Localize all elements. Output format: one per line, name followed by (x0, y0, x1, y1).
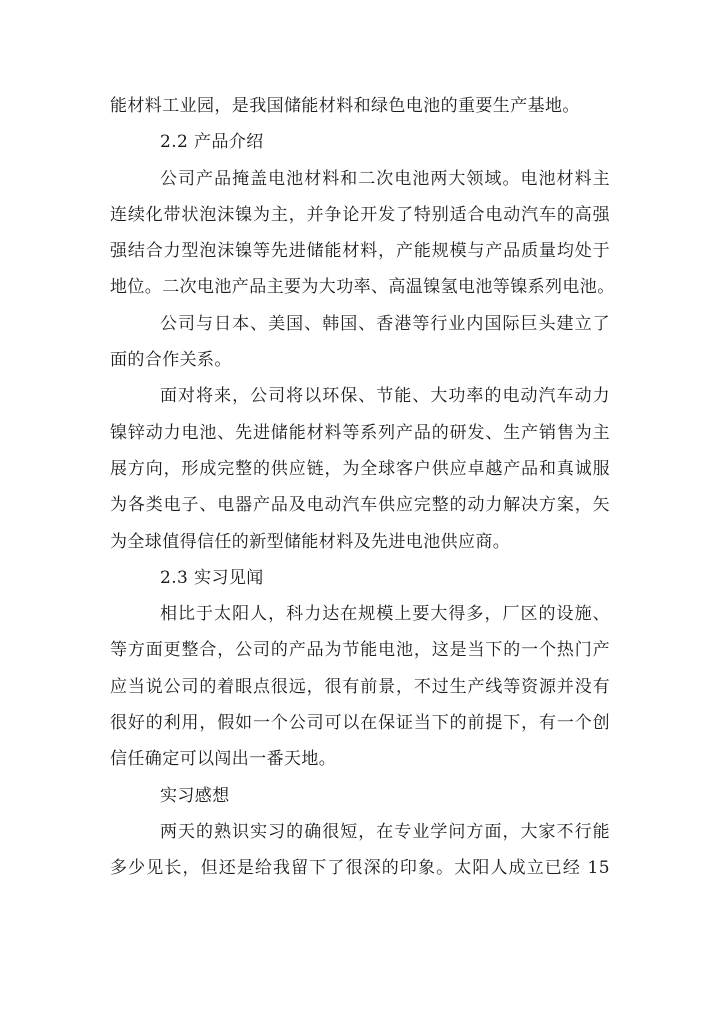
text-line: 为各类电子、电器产品及电动汽车供应完整的动力解决方案，矢 (110, 495, 610, 516)
section-heading: 实习感想 (160, 785, 230, 806)
text-line: 面对将来，公司将以环保、节能、大功率的电动汽车动力 (160, 386, 610, 407)
text-line: 地位。二次电池产品主要为大功率、高温镍氢电池等镍系列电池。 (110, 277, 615, 298)
text-line: 镍锌动力电池、先进储能材料等系列产品的研发、生产销售为主 (110, 422, 610, 443)
text-line: 连续化带状泡沫镍为主，并争论开发了特别适合电动汽车的高强 (110, 204, 610, 225)
text-line: 很好的利用，假如一个公司可以在保证当下的前提下，有一个创 (110, 713, 610, 734)
text-line: 应当说公司的着眼点很远，很有前景，不过生产线等资源并没有 (110, 676, 610, 697)
text-line: 面的合作关系。 (110, 350, 232, 371)
section-heading: 2.2 产品介绍 (160, 132, 264, 153)
document-page (110, 88, 615, 887)
text-line: 多少见长，但还是给我留下了很深的印象。太阳人成立已经 15 (110, 858, 610, 879)
text-line: 信任确定可以闯出一番天地。 (110, 749, 337, 770)
text-line: 强结合力型泡沫镍等先进储能材料，产能规模与产品质量均处于 (110, 241, 610, 262)
text-line: 公司产品掩盖电池材料和二次电池两大领域。电池材料主 (160, 168, 610, 189)
text-line: 为全球值得信任的新型储能材料及先进电池供应商。 (110, 531, 511, 552)
text-line: 展方向，形成完整的供应链，为全球客户供应卓越产品和真诚服 (110, 458, 610, 479)
text-line: 等方面更整合，公司的产品为节能电池，这是当下的一个热门产 (110, 640, 610, 661)
text-line: 两天的熟识实习的确很短，在专业学问方面，大家不行能 (160, 821, 610, 842)
text-line: 能材料工业园，是我国储能材料和绿色电池的重要生产基地。 (110, 96, 580, 116)
text-line: 相比于太阳人，科力达在规模上要大得多，厂区的设施、 (160, 604, 610, 625)
section-heading: 2.3 实习见闻 (160, 567, 264, 588)
text-line: 公司与日本、美国、韩国、香港等行业内国际巨头建立了 (160, 313, 610, 334)
